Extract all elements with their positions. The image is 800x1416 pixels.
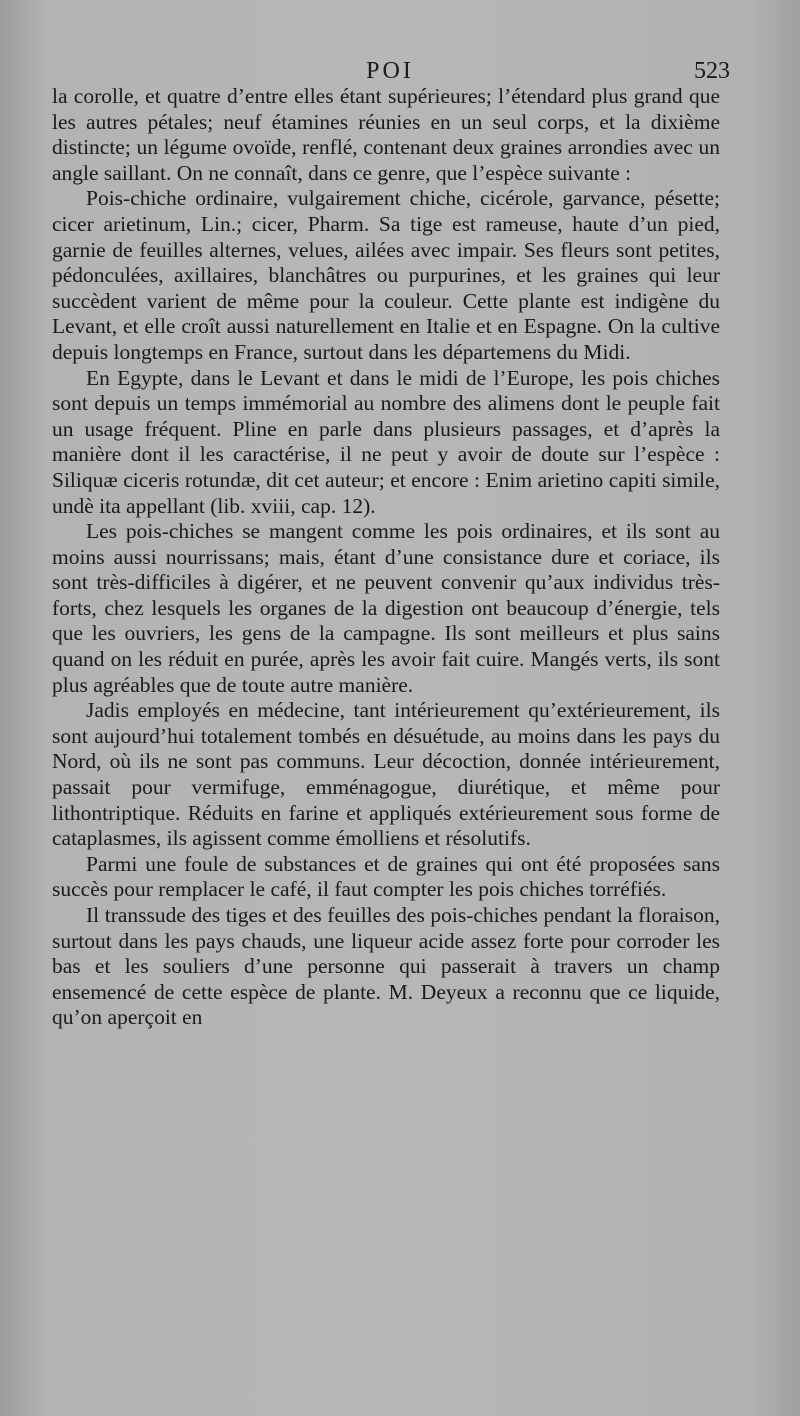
paragraph-7: Il transsude des tiges et des feuilles des pois-chiches pendant la floraison, surtout dans les pays chauds, une liqueur acide assez forte pour corroder les bas et les souliers d’une personne qui passerait à travers un champ ensemencé de cette espèce de plante. M. Deyeux a reconnu que ce liquide, qu’on aperçoit en xyxy=(52,903,720,1030)
body-text xyxy=(52,84,720,1031)
paragraph-1: la corolle, et quatre d’entre elles étant supérieures; l’étendard plus grand que les autres pétales; neuf étamines réunies en un seul corps, et la dixième distincte; un légume ovoïde, renflé, contenant deux graines arrondies avec un angle saillant. On ne connaît, dans ce genre, que l’espèce suivante : xyxy=(52,84,720,185)
running-head: POI xyxy=(366,58,414,84)
paragraph-2: Pois-chiche ordinaire, vulgairement chiche, cicérole, garvance, pésette; cicer arietinum, Lin.; cicer, Pharm. Sa tige est rameuse, haute d’un pied, garnie de feuilles alternes, velues, ailées avec impair. Ses fleurs sont petites, pédonculées, axillaires, blanchâtres ou purpurines, et les graines qui leur succèdent varient de même pour la couleur. Cette plante est indigène du Levant, et elle croît aussi naturellement en Italie et en Espagne. On la cultive depuis longtemps en France, surtout dans les départemens du Midi. xyxy=(52,186,720,364)
paragraph-6: Parmi une foule de substances et de graines qui ont été proposées sans succès pour remplacer le café, il faut compter les pois chiches torréfiés. xyxy=(52,851,720,902)
paragraph-3: En Egypte, dans le Levant et dans le midi de l’Europe, les pois chiches sont depuis un temps immémorial au nombre des alimens dont le peuple fait un usage fréquent. Pline en parle dans plusieurs passages, et d’après la manière dont il les caractérise, il ne peut y avoir de doute sur l’espèce : Siliquæ ciceris rotundæ, dit cet auteur; et encore : Enim arietino capiti simile, undè ita appellant (lib. xviii, cap. 12). xyxy=(52,365,720,518)
paragraph-5: Jadis employés en médecine, tant intérieurement qu’extérieurement, ils sont aujourd’hui totalement tombés en désuétude, au moins dans les pays du Nord, où ils ne sont pas communs. Leur décoction, donnée intérieurement, passait pour vermifuge, emménagogue, diurétique, et même pour lithontriptique. Réduits en farine et appliqués extérieurement sous forme de cataplasmes, ils agissent comme émolliens et résolutifs. xyxy=(52,698,720,851)
paragraph-4: Les pois-chiches se mangent comme les pois ordinaires, et ils sont au moins aussi nourrissans; mais, étant d’une consistance dure et coriace, ils sont très-difficiles à digérer, et ne peuvent convenir qu’aux individus très-forts, chez lesquels les organes de la digestion ont beaucoup d’énergie, tels que les ouvriers, les gens de la campagne. Ils sont meilleurs et plus sains quand on les réduit en purée, après les avoir fait cuire. Mangés verts, ils sont plus agréables que de toute autre manière. xyxy=(52,519,720,697)
page-number: 523 xyxy=(694,58,730,84)
